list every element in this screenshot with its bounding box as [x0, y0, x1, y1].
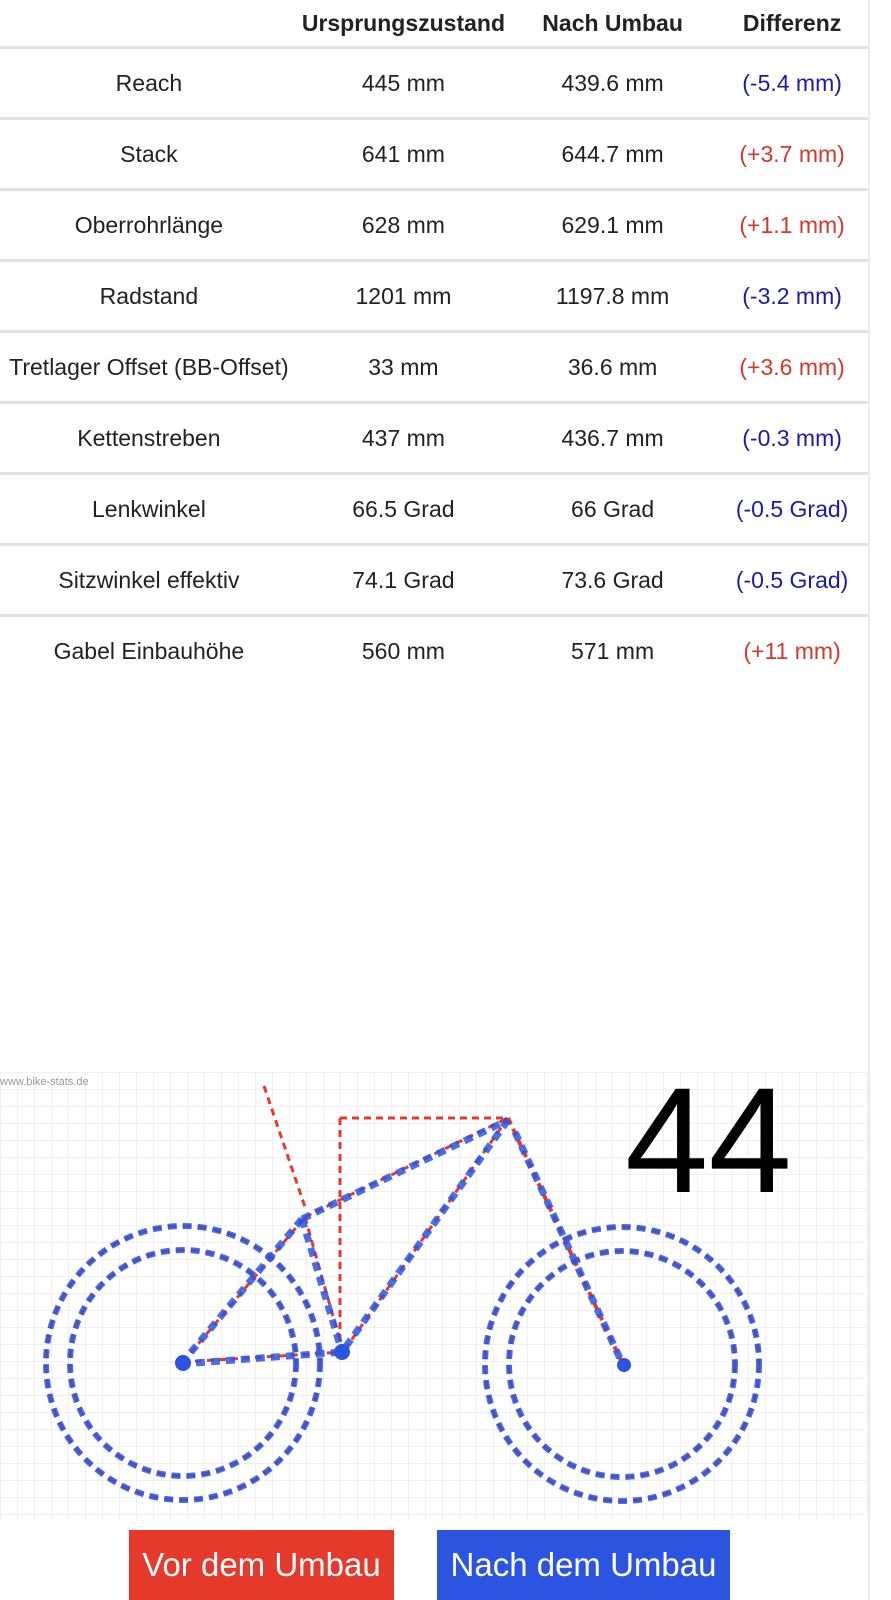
row-original-value: 1201 mm [298, 261, 509, 332]
table-header-row [0, 0, 868, 48]
bike-geometry-chart [0, 1072, 868, 1522]
row-after-value: 1197.8 mm [509, 261, 716, 332]
row-label: Tretlager Offset (BB-Offset) [0, 332, 298, 403]
row-original-value: 560 mm [298, 616, 509, 686]
row-difference: (-5.4 mm) [716, 48, 868, 119]
table-row [0, 545, 868, 616]
after-conversion-button[interactable]: Nach dem Umbau [437, 1530, 730, 1600]
row-label: Stack [0, 119, 298, 190]
header-after: Nach Umbau [542, 10, 683, 36]
row-label: Kettenstreben [0, 403, 298, 474]
chart-watermark: www.bike-stats.de [0, 1076, 89, 1088]
table-row [0, 261, 868, 332]
row-difference: (+3.6 mm) [716, 332, 868, 403]
table-row [0, 474, 868, 545]
row-label: Lenkwinkel [0, 474, 298, 545]
bottom-bracket [334, 1344, 350, 1360]
row-difference: (-0.5 Grad) [716, 545, 868, 616]
page-right-border [868, 0, 870, 1600]
header-diff: Differenz [742, 10, 842, 36]
row-label: Oberrohrlänge [0, 190, 298, 261]
row-original-value: 66.5 Grad [298, 474, 509, 545]
row-original-value: 628 mm [298, 190, 509, 261]
row-label: Reach [0, 48, 298, 119]
row-difference: (-0.3 mm) [716, 403, 868, 474]
before-conversion-button[interactable]: Vor dem Umbau [129, 1530, 394, 1600]
row-difference: (-0.5 Grad) [716, 474, 868, 545]
row-label: Sitzwinkel effektiv [0, 545, 298, 616]
table-row [0, 403, 868, 474]
row-original-value: 641 mm [298, 119, 509, 190]
row-label: Gabel Einbauhöhe [0, 616, 298, 686]
row-difference: (+11 mm) [716, 616, 868, 686]
header-original: Ursprungszustand [301, 10, 506, 36]
row-original-value: 33 mm [298, 332, 509, 403]
table-row [0, 119, 868, 190]
row-after-value: 66 Grad [509, 474, 716, 545]
table-row [0, 332, 868, 403]
front-axle [617, 1358, 631, 1372]
rear-axle [175, 1355, 191, 1371]
row-difference: (+1.1 mm) [716, 190, 868, 261]
geometry-table [0, 0, 868, 685]
row-after-value: 629.1 mm [509, 190, 716, 261]
row-after-value: 644.7 mm [509, 119, 716, 190]
row-label: Radstand [0, 261, 298, 332]
row-original-value: 74.1 Grad [298, 545, 509, 616]
row-original-value: 445 mm [298, 48, 509, 119]
handwritten-note: 44 [625, 1072, 792, 1224]
table-row [0, 190, 868, 261]
row-after-value: 436.7 mm [509, 403, 716, 474]
row-original-value: 437 mm [298, 403, 509, 474]
row-after-value: 571 mm [509, 616, 716, 686]
row-after-value: 439.6 mm [509, 48, 716, 119]
row-difference: (-3.2 mm) [716, 261, 868, 332]
header-label [0, 0, 298, 48]
table-row [0, 616, 868, 686]
row-difference: (+3.7 mm) [716, 119, 868, 190]
row-after-value: 36.6 mm [509, 332, 716, 403]
table-row [0, 48, 868, 119]
row-after-value: 73.6 Grad [509, 545, 716, 616]
